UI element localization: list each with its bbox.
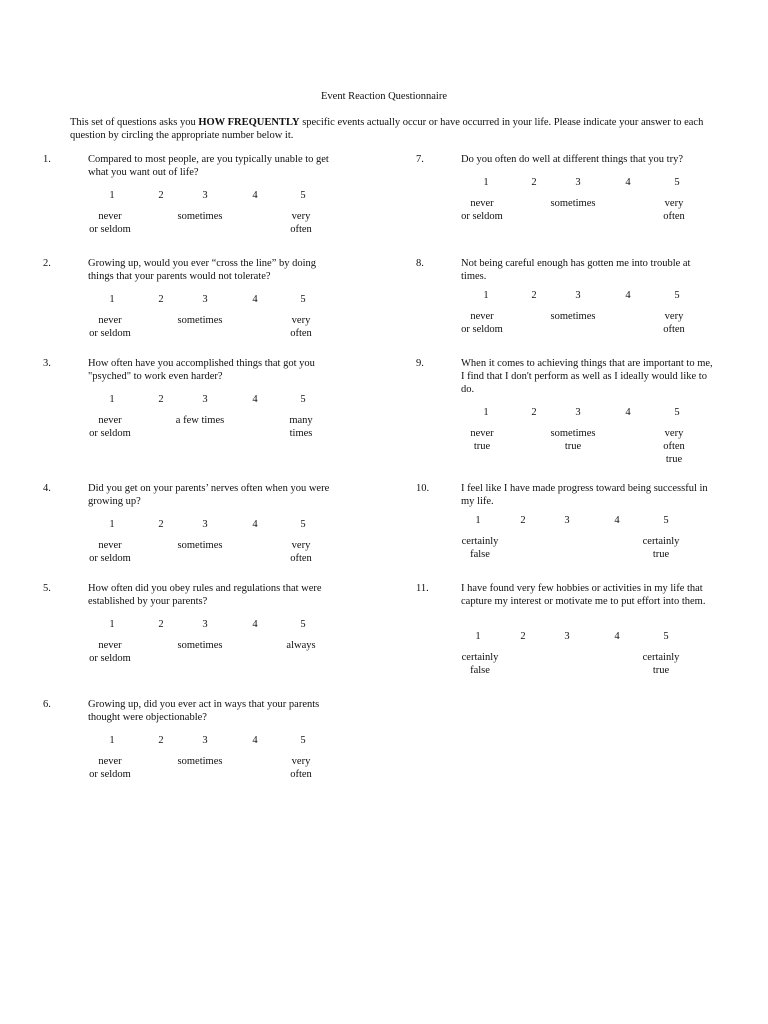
question-number: 2.: [43, 258, 51, 269]
scale-option-1[interactable]: 1: [109, 294, 115, 305]
scale-anchor-low: never or seldom: [89, 640, 131, 664]
scale-anchor-low: never or seldom: [89, 315, 131, 339]
scale-option-4[interactable]: 4: [614, 515, 620, 526]
scale-option-3[interactable]: 3: [564, 631, 570, 642]
scale-anchor-low: never or seldom: [89, 415, 131, 439]
scale-option-3[interactable]: 3: [202, 394, 208, 405]
question-number: 8.: [416, 258, 424, 269]
scale-option-4[interactable]: 4: [252, 519, 258, 530]
scale-option-2[interactable]: 2: [531, 290, 537, 301]
scale-option-5[interactable]: 5: [300, 735, 306, 746]
question-number: 5.: [43, 583, 51, 594]
scale-anchor-mid: sometimes: [177, 315, 223, 326]
scale-option-4[interactable]: 4: [614, 631, 620, 642]
scale-option-5[interactable]: 5: [663, 631, 669, 642]
scale-option-2[interactable]: 2: [520, 515, 526, 526]
instructions: [70, 116, 710, 142]
scale-option-3[interactable]: 3: [564, 515, 570, 526]
scale-option-3[interactable]: 3: [575, 177, 581, 188]
scale-option-2[interactable]: 2: [158, 394, 164, 405]
scale-option-3[interactable]: 3: [575, 290, 581, 301]
question-number: 4.: [43, 483, 51, 494]
question-text: I have found very few hobbies or activities in my life that capture my interest or motivate me to put effort into them.: [461, 583, 706, 607]
scale-anchor-high: certainly true: [642, 652, 680, 676]
scale-anchor-low: never or seldom: [89, 211, 131, 235]
scale-anchor-high: many times: [289, 415, 313, 439]
question-text: Did you get on your parents’ nerves often when you were growing up?: [88, 483, 330, 507]
scale-option-2[interactable]: 2: [158, 619, 164, 630]
scale-option-2[interactable]: 2: [531, 407, 537, 418]
scale-anchor-low: never or seldom: [89, 540, 131, 564]
scale-option-1[interactable]: 1: [483, 290, 489, 301]
scale-anchor-mid: sometimes true: [550, 428, 596, 452]
scale-option-2[interactable]: 2: [531, 177, 537, 188]
question-text: Growing up, did you ever act in ways that your parents thought were objectionable?: [88, 699, 320, 723]
scale-option-4[interactable]: 4: [252, 190, 258, 201]
scale-option-4[interactable]: 4: [625, 407, 631, 418]
scale-option-2[interactable]: 2: [158, 519, 164, 530]
scale-option-1[interactable]: 1: [109, 735, 115, 746]
scale-option-1[interactable]: 1: [109, 190, 115, 201]
scale-option-5[interactable]: 5: [300, 294, 306, 305]
scale-option-3[interactable]: 3: [202, 619, 208, 630]
page-title: Event Reaction Questionnaire: [321, 91, 447, 102]
scale-option-1[interactable]: 1: [109, 619, 115, 630]
instructions-emphasis: HOW FREQUENTLY: [198, 117, 300, 128]
scale-option-1[interactable]: 1: [483, 177, 489, 188]
question-text: Do you often do well at different things that you try?: [461, 154, 684, 165]
question-number: 1.: [43, 154, 51, 165]
question-number: 10.: [416, 483, 430, 494]
question-number: 9.: [416, 358, 424, 369]
scale-anchor-low: certainly false: [461, 536, 499, 560]
question-text: Growing up, would you ever “cross the line” by doing things that your parents would not tolerate?: [88, 258, 317, 282]
question-text: How often have you accomplished things that got you "psyched" to work even harder?: [88, 358, 315, 382]
scale-option-5[interactable]: 5: [300, 619, 306, 630]
scale-option-5[interactable]: 5: [674, 407, 680, 418]
question-text: I feel like I have made progress toward being successful in my life.: [461, 483, 708, 507]
scale-option-1[interactable]: 1: [475, 631, 481, 642]
scale-option-5[interactable]: 5: [300, 394, 306, 405]
question-number: 7.: [416, 154, 424, 165]
question-text: Compared to most people, are you typically unable to get what you want out of life?: [88, 154, 329, 178]
scale-anchor-high: very often: [290, 756, 312, 780]
scale-option-5[interactable]: 5: [674, 177, 680, 188]
scale-anchor-mid: sometimes: [177, 640, 223, 651]
scale-option-3[interactable]: 3: [575, 407, 581, 418]
scale-option-2[interactable]: 2: [520, 631, 526, 642]
scale-option-4[interactable]: 4: [252, 735, 258, 746]
scale-anchor-high: very often: [663, 311, 685, 335]
scale-anchor-high: very often: [290, 540, 312, 564]
question-number: 3.: [43, 358, 51, 369]
instructions-lead: This set of questions asks you: [70, 117, 199, 128]
scale-anchor-mid: a few times: [175, 415, 225, 426]
scale-option-5[interactable]: 5: [674, 290, 680, 301]
scale-option-2[interactable]: 2: [158, 190, 164, 201]
scale-option-1[interactable]: 1: [109, 519, 115, 530]
scale-anchor-low: never or seldom: [89, 756, 131, 780]
scale-option-2[interactable]: 2: [158, 735, 164, 746]
scale-option-1[interactable]: 1: [475, 515, 481, 526]
scale-option-4[interactable]: 4: [252, 394, 258, 405]
scale-option-4[interactable]: 4: [252, 294, 258, 305]
scale-anchor-low: never true: [470, 428, 494, 452]
scale-anchor-high: very often: [290, 315, 312, 339]
scale-option-4[interactable]: 4: [625, 177, 631, 188]
scale-option-5[interactable]: 5: [663, 515, 669, 526]
scale-anchor-mid: sometimes: [550, 198, 596, 209]
scale-anchor-high: very often true: [663, 428, 685, 465]
scale-option-3[interactable]: 3: [202, 735, 208, 746]
scale-option-3[interactable]: 3: [202, 294, 208, 305]
scale-option-1[interactable]: 1: [109, 394, 115, 405]
scale-option-3[interactable]: 3: [202, 190, 208, 201]
scale-option-2[interactable]: 2: [158, 294, 164, 305]
scale-anchor-mid: sometimes: [550, 311, 596, 322]
scale-option-3[interactable]: 3: [202, 519, 208, 530]
question-text: How often did you obey rules and regulations that were established by your parents?: [88, 583, 322, 607]
question-number: 6.: [43, 699, 51, 710]
question-text: Not being careful enough has gotten me into trouble at times.: [461, 258, 691, 282]
scale-anchor-low: never or seldom: [461, 198, 503, 222]
scale-anchor-high: very often: [290, 211, 312, 235]
scale-anchor-high: always: [286, 640, 316, 651]
instructions-rest: specific events actually occur or have occurred in your life. Please indicate your answer to each question by circling the appropriate number below it.: [70, 117, 704, 141]
question-text: When it comes to achieving things that are important to me, I find that I don't perform as well as I ideally would like to do.: [461, 358, 713, 395]
scale-anchor-high: certainly true: [642, 536, 680, 560]
scale-option-5[interactable]: 5: [300, 190, 306, 201]
scale-anchor-mid: sometimes: [177, 756, 223, 767]
scale-anchor-mid: sometimes: [177, 540, 223, 551]
question-number: 11.: [416, 583, 429, 594]
scale-option-4[interactable]: 4: [252, 619, 258, 630]
scale-anchor-low: certainly false: [461, 652, 499, 676]
scale-option-4[interactable]: 4: [625, 290, 631, 301]
scale-option-5[interactable]: 5: [300, 519, 306, 530]
scale-anchor-mid: sometimes: [177, 211, 223, 222]
scale-option-1[interactable]: 1: [483, 407, 489, 418]
scale-anchor-low: never or seldom: [461, 311, 503, 335]
scale-anchor-high: very often: [663, 198, 685, 222]
